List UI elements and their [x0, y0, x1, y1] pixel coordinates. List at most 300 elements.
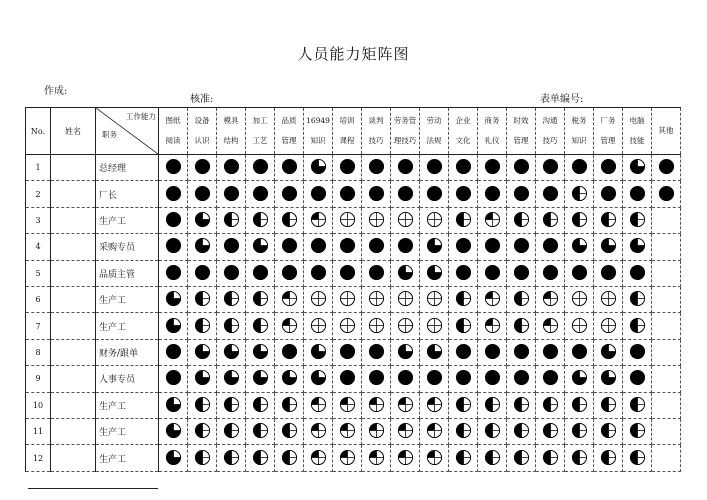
skill-level-cell	[304, 287, 333, 313]
skill-level-cell	[594, 287, 623, 313]
header-skill-line1: 税务	[571, 116, 587, 125]
level-4-marker	[571, 264, 588, 281]
level-4-marker	[339, 185, 356, 202]
header-skill-line2: 技能	[629, 136, 645, 145]
skill-level-cell	[623, 339, 652, 365]
level-1-marker	[426, 422, 443, 439]
level-4-marker	[542, 158, 559, 175]
skill-level-cell	[391, 339, 420, 365]
table-row	[26, 287, 681, 313]
level-4-marker	[513, 158, 530, 175]
skill-level-cell	[594, 181, 623, 207]
skill-level-cell	[536, 366, 565, 392]
level-4-marker	[165, 211, 182, 228]
skill-level-cell	[217, 392, 246, 418]
level-4-marker	[368, 158, 385, 175]
level-4-marker	[455, 158, 472, 175]
skill-level-cell	[449, 207, 478, 233]
skill-level-cell	[565, 366, 594, 392]
skill-level-cell	[478, 313, 507, 339]
skill-level-cell	[217, 339, 246, 365]
header-skill-axis: 工作能力	[126, 112, 156, 121]
level-4-marker	[629, 264, 646, 281]
level-1-marker	[281, 317, 298, 334]
approve-label: 核准:	[190, 94, 214, 105]
level-4-marker	[397, 369, 414, 386]
skill-level-cell	[594, 234, 623, 260]
level-4-marker	[629, 369, 646, 386]
skill-level-cell	[449, 419, 478, 445]
header-skill-line1: 加工	[252, 116, 268, 125]
level-3-marker	[194, 237, 211, 254]
header-skill	[362, 108, 391, 155]
level-1-marker	[484, 290, 501, 307]
level-3-marker	[426, 343, 443, 360]
level-2-marker	[484, 422, 501, 439]
level-2-marker	[513, 211, 530, 228]
level-3-marker	[165, 396, 182, 413]
level-4-marker	[223, 158, 240, 175]
skill-level-cell	[594, 445, 623, 472]
header-skill-line2: 课程	[339, 136, 355, 145]
skill-level-cell	[246, 445, 275, 472]
skill-level-cell	[304, 260, 333, 286]
skill-level-cell	[536, 339, 565, 365]
level-4-marker	[368, 264, 385, 281]
header-skill-line2: 理技巧	[393, 136, 417, 145]
level-3-marker	[571, 237, 588, 254]
skill-level-cell	[623, 287, 652, 313]
level-4-marker	[600, 185, 617, 202]
table-row	[26, 155, 681, 181]
job-position: 生产工	[96, 287, 159, 313]
skill-level-cell	[391, 313, 420, 339]
skill-level-cell	[594, 207, 623, 233]
skill-level-cell	[333, 445, 362, 472]
skill-level-cell	[362, 366, 391, 392]
skill-level-cell	[652, 366, 681, 392]
level-4-marker	[542, 369, 559, 386]
skill-level-cell	[420, 366, 449, 392]
level-1-marker	[310, 396, 327, 413]
level-4-marker	[339, 158, 356, 175]
skill-level-cell	[623, 366, 652, 392]
level-3-marker	[397, 343, 414, 360]
level-3-marker	[165, 290, 182, 307]
header-skill-line2: 文化	[455, 136, 471, 145]
skill-level-cell	[565, 313, 594, 339]
level-0-marker	[368, 290, 385, 307]
skill-level-cell	[565, 419, 594, 445]
employee-name	[51, 313, 96, 339]
level-2-marker	[455, 396, 472, 413]
skill-level-cell	[188, 419, 217, 445]
level-4-marker	[165, 369, 182, 386]
skill-level-cell	[275, 287, 304, 313]
header-skill	[391, 108, 420, 155]
skill-level-cell	[391, 287, 420, 313]
skill-level-cell	[362, 392, 391, 418]
level-4-marker	[165, 343, 182, 360]
table-row	[26, 207, 681, 233]
skill-level-cell	[217, 287, 246, 313]
skill-level-cell	[565, 392, 594, 418]
table-row	[26, 260, 681, 286]
skill-matrix-table	[25, 107, 681, 472]
header-skill	[420, 108, 449, 155]
level-0-marker	[339, 317, 356, 334]
skill-level-cell	[159, 366, 188, 392]
level-2-marker	[542, 211, 559, 228]
header-skill	[188, 108, 217, 155]
employee-name	[51, 181, 96, 207]
level-0-marker	[600, 317, 617, 334]
skill-level-cell	[159, 260, 188, 286]
skill-level-cell	[507, 260, 536, 286]
level-2-marker	[194, 290, 211, 307]
level-4-marker	[600, 264, 617, 281]
skill-level-cell	[217, 260, 246, 286]
skill-level-cell	[594, 366, 623, 392]
level-2-marker	[455, 422, 472, 439]
skill-level-cell	[420, 419, 449, 445]
skill-level-cell	[246, 287, 275, 313]
level-3-marker	[223, 343, 240, 360]
level-4-marker	[397, 158, 414, 175]
skill-level-cell	[449, 155, 478, 181]
level-1-marker	[339, 396, 356, 413]
level-2-marker	[223, 211, 240, 228]
skill-level-cell	[275, 181, 304, 207]
skill-level-cell	[478, 445, 507, 472]
skill-level-cell	[449, 234, 478, 260]
skill-level-cell	[594, 313, 623, 339]
skill-level-cell	[246, 207, 275, 233]
skill-level-cell	[507, 445, 536, 472]
level-4-marker	[281, 264, 298, 281]
header-skill-line1: 模具	[223, 116, 239, 125]
header-position-axis: 职务	[102, 130, 117, 139]
skill-level-cell	[275, 260, 304, 286]
level-4-marker	[339, 237, 356, 254]
form-number-label: 表单编号:	[540, 94, 584, 105]
skill-level-cell	[536, 234, 565, 260]
skill-level-cell	[652, 339, 681, 365]
level-2-marker	[600, 422, 617, 439]
level-0-marker	[426, 211, 443, 228]
skill-level-cell	[246, 234, 275, 260]
level-3-marker	[281, 369, 298, 386]
header-skill-line2: 管理	[281, 136, 297, 145]
skill-level-cell	[275, 366, 304, 392]
level-4-marker	[397, 237, 414, 254]
level-2-marker	[600, 449, 617, 466]
header-skill-line1: 图纸	[165, 116, 181, 125]
header-skill-line1: 16949	[306, 116, 330, 125]
skill-level-cell	[217, 181, 246, 207]
level-4-marker	[426, 158, 443, 175]
header-skill-line1: 电脑	[629, 116, 645, 125]
level-3-marker	[194, 211, 211, 228]
header-skill	[478, 108, 507, 155]
level-2-marker	[281, 422, 298, 439]
level-4-marker	[223, 185, 240, 202]
header-skill	[507, 108, 536, 155]
skill-level-cell	[652, 287, 681, 313]
skill-level-cell	[536, 260, 565, 286]
level-1-marker	[542, 290, 559, 307]
level-1-marker	[426, 396, 443, 413]
skill-level-cell	[652, 419, 681, 445]
job-position: 生产工	[96, 313, 159, 339]
level-4-marker	[252, 185, 269, 202]
page-title: 人员能力矩阵图	[297, 45, 410, 63]
skill-level-cell	[507, 155, 536, 181]
level-4-marker	[542, 185, 559, 202]
skill-level-cell	[536, 181, 565, 207]
skill-level-cell	[188, 366, 217, 392]
header-skill-line2: 认识	[194, 136, 210, 145]
header-skill-line2: 结构	[223, 136, 239, 145]
skill-level-cell	[536, 313, 565, 339]
skill-level-cell	[594, 392, 623, 418]
level-4-marker	[281, 158, 298, 175]
skill-level-cell	[536, 287, 565, 313]
row-number: 4	[26, 234, 51, 260]
level-2-marker	[252, 422, 269, 439]
table-row	[26, 313, 681, 339]
level-4-marker	[194, 185, 211, 202]
skill-level-cell	[362, 207, 391, 233]
header-skill-line2: 阅读	[165, 136, 181, 145]
level-4-marker	[165, 185, 182, 202]
level-1-marker	[281, 290, 298, 307]
skill-level-cell	[333, 234, 362, 260]
skill-level-cell	[623, 392, 652, 418]
table-row	[26, 181, 681, 207]
skill-level-cell	[594, 155, 623, 181]
table-row	[26, 339, 681, 365]
level-4-marker	[484, 185, 501, 202]
level-4-marker	[542, 264, 559, 281]
job-position: 人事专员	[96, 366, 159, 392]
skill-level-cell	[391, 181, 420, 207]
level-4-marker	[455, 369, 472, 386]
skill-level-cell	[304, 419, 333, 445]
header-skill-line2: 知识	[310, 136, 326, 145]
level-0-marker	[571, 317, 588, 334]
skill-level-cell	[507, 313, 536, 339]
header-skill-line2: 法规	[426, 136, 442, 145]
level-2-marker	[252, 317, 269, 334]
skill-level-cell	[246, 181, 275, 207]
level-4-marker	[339, 264, 356, 281]
skill-level-cell	[449, 392, 478, 418]
header-skill	[246, 108, 275, 155]
skill-level-cell	[217, 419, 246, 445]
level-2-marker	[252, 449, 269, 466]
skill-level-cell	[565, 234, 594, 260]
level-2-marker	[513, 449, 530, 466]
level-2-marker	[223, 290, 240, 307]
skill-level-cell	[188, 181, 217, 207]
level-3-marker	[600, 237, 617, 254]
skill-level-cell	[391, 155, 420, 181]
row-number: 8	[26, 339, 51, 365]
skill-level-cell	[391, 234, 420, 260]
level-2-marker	[194, 449, 211, 466]
level-4-marker	[629, 343, 646, 360]
level-1-marker	[368, 422, 385, 439]
skill-level-cell	[623, 155, 652, 181]
skill-level-cell	[594, 419, 623, 445]
skill-level-cell	[275, 155, 304, 181]
skill-level-cell	[188, 392, 217, 418]
level-4-marker	[484, 343, 501, 360]
level-3-marker	[223, 369, 240, 386]
level-3-marker	[426, 237, 443, 254]
level-2-marker	[194, 422, 211, 439]
level-3-marker	[571, 369, 588, 386]
level-4-marker	[281, 185, 298, 202]
header-skill-line1: 劳动	[426, 116, 442, 125]
level-3-marker	[165, 449, 182, 466]
level-1-marker	[339, 422, 356, 439]
level-4-marker	[484, 158, 501, 175]
header-skill-line1: 沟通	[542, 116, 558, 125]
skill-level-cell	[449, 181, 478, 207]
header-skill-line2: 技巧	[542, 136, 558, 145]
level-2-marker	[455, 449, 472, 466]
level-3-marker	[310, 158, 327, 175]
level-4-marker	[310, 264, 327, 281]
job-position: 厂长	[96, 181, 159, 207]
skill-level-cell	[362, 445, 391, 472]
level-0-marker	[426, 290, 443, 307]
skill-level-cell	[478, 207, 507, 233]
level-4-marker	[513, 264, 530, 281]
level-2-marker	[281, 396, 298, 413]
table-row	[26, 366, 681, 392]
level-4-marker	[310, 185, 327, 202]
level-1-marker	[484, 317, 501, 334]
skill-level-cell	[594, 339, 623, 365]
skill-level-cell	[275, 313, 304, 339]
skill-level-cell	[478, 155, 507, 181]
skill-level-cell	[304, 155, 333, 181]
level-4-marker	[658, 185, 675, 202]
skill-level-cell	[536, 155, 565, 181]
skill-level-cell	[159, 419, 188, 445]
level-0-marker	[571, 290, 588, 307]
skill-level-cell	[304, 207, 333, 233]
skill-level-cell	[275, 207, 304, 233]
skill-level-cell	[507, 366, 536, 392]
employee-name	[51, 287, 96, 313]
skill-level-cell	[333, 313, 362, 339]
skill-level-cell	[275, 339, 304, 365]
employee-name	[51, 207, 96, 233]
header-skill-line1: 其他	[658, 126, 674, 135]
level-2-marker	[223, 449, 240, 466]
level-2-marker	[194, 317, 211, 334]
header-skill-line1: 厂务	[600, 116, 616, 125]
header-skill-line1: 劳务管	[393, 116, 417, 125]
level-2-marker	[542, 396, 559, 413]
skill-level-cell	[159, 339, 188, 365]
skill-level-cell	[507, 181, 536, 207]
skill-level-cell	[188, 445, 217, 472]
skill-level-cell	[391, 207, 420, 233]
level-3-marker	[252, 343, 269, 360]
level-4-marker	[368, 237, 385, 254]
skill-level-cell	[623, 260, 652, 286]
level-2-marker	[252, 211, 269, 228]
table-row	[26, 392, 681, 418]
level-2-marker	[223, 396, 240, 413]
skill-level-cell	[333, 339, 362, 365]
level-2-marker	[571, 185, 588, 202]
level-2-marker	[252, 396, 269, 413]
skill-level-cell	[217, 155, 246, 181]
level-2-marker	[600, 396, 617, 413]
level-2-marker	[629, 211, 646, 228]
skill-level-cell	[246, 260, 275, 286]
table-row	[26, 419, 681, 445]
level-2-marker	[513, 422, 530, 439]
skill-level-cell	[565, 207, 594, 233]
level-0-marker	[397, 317, 414, 334]
skill-level-cell	[507, 392, 536, 418]
level-2-marker	[281, 449, 298, 466]
skill-level-cell	[420, 207, 449, 233]
skill-level-cell	[362, 287, 391, 313]
skill-level-cell	[623, 234, 652, 260]
level-2-marker	[571, 422, 588, 439]
level-0-marker	[310, 290, 327, 307]
level-4-marker	[484, 369, 501, 386]
skill-level-cell	[565, 260, 594, 286]
skill-level-cell	[420, 287, 449, 313]
employee-name	[51, 155, 96, 181]
level-2-marker	[223, 317, 240, 334]
job-position: 采购专员	[96, 234, 159, 260]
skill-level-cell	[304, 313, 333, 339]
table-row	[26, 445, 681, 472]
level-4-marker	[165, 237, 182, 254]
skill-level-cell	[246, 392, 275, 418]
skill-level-cell	[333, 287, 362, 313]
level-4-marker	[484, 237, 501, 254]
level-4-marker	[339, 343, 356, 360]
level-2-marker	[194, 396, 211, 413]
level-4-marker	[165, 158, 182, 175]
skill-level-cell	[246, 366, 275, 392]
row-number: 12	[26, 445, 51, 472]
level-4-marker	[165, 264, 182, 281]
skill-level-cell	[652, 207, 681, 233]
skill-level-cell	[536, 392, 565, 418]
level-1-marker	[397, 449, 414, 466]
skill-level-cell	[449, 287, 478, 313]
level-4-marker	[281, 237, 298, 254]
skill-level-cell	[159, 155, 188, 181]
level-4-marker	[629, 185, 646, 202]
level-4-marker	[281, 343, 298, 360]
skill-level-cell	[536, 445, 565, 472]
level-4-marker	[484, 264, 501, 281]
skill-level-cell	[333, 155, 362, 181]
